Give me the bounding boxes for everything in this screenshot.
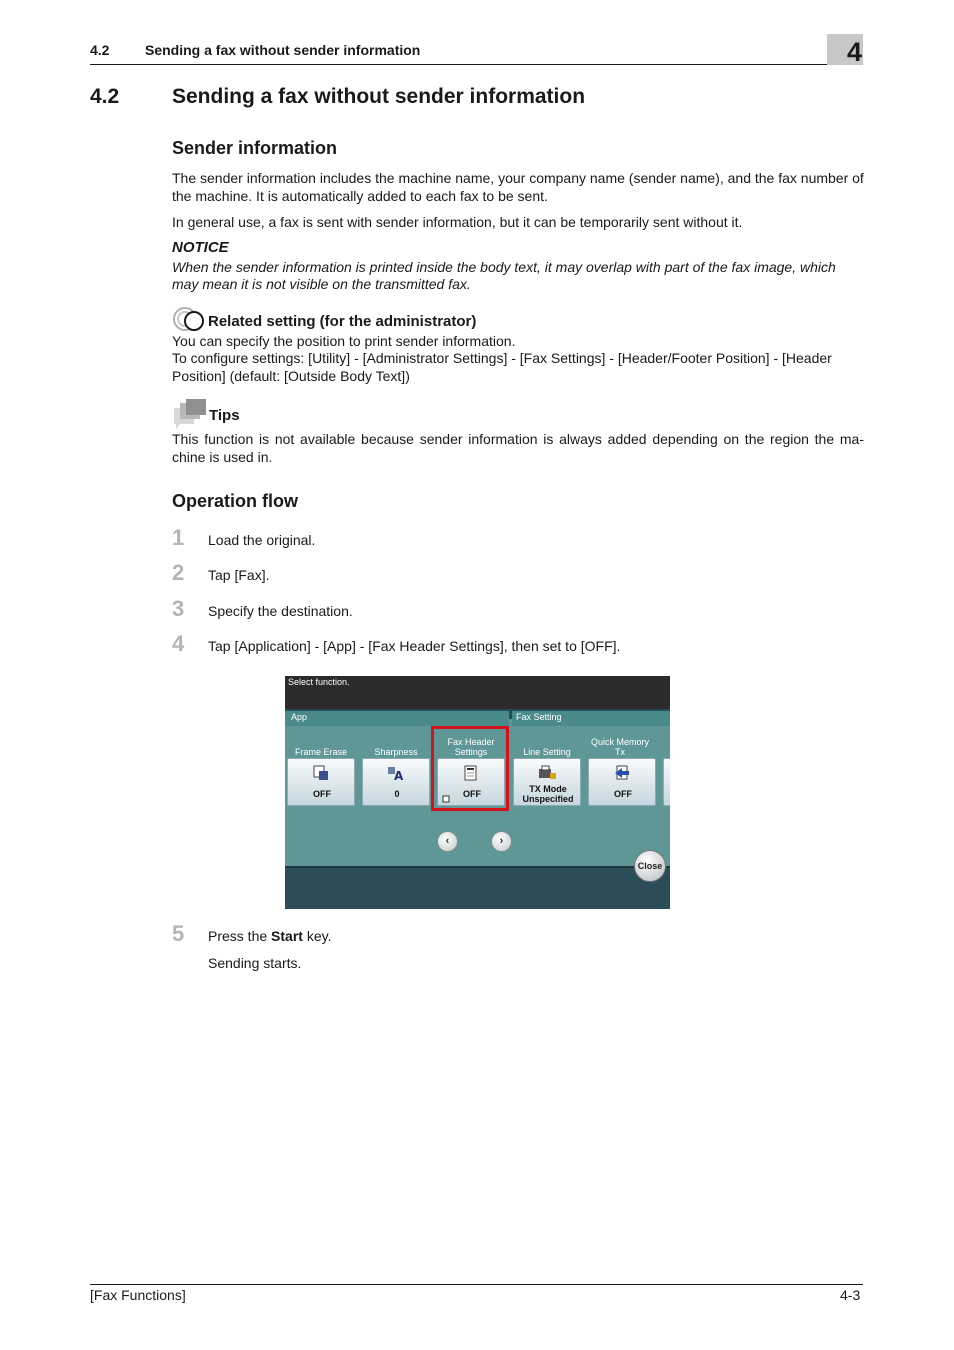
start-key-label: Start <box>271 928 303 944</box>
next-function-button-partial[interactable] <box>663 758 670 806</box>
control-panel-screenshot <box>285 676 670 909</box>
step-text: Specify the destination. <box>208 603 353 619</box>
header-rule <box>90 64 863 65</box>
quick-memory-tx-label: Quick Memory Tx <box>590 737 649 757</box>
panel-bottom-bar <box>285 866 670 909</box>
sharpness-label: Sharpness <box>374 747 418 757</box>
highlight-frame <box>431 726 509 811</box>
step-number: 2 <box>172 560 185 585</box>
frame-erase-value: OFF <box>313 789 331 799</box>
frame-erase-icon <box>312 765 330 781</box>
footer-chapter: [Fax Functions] <box>90 1287 186 1303</box>
operation-flow-heading: Operation flow <box>172 491 298 511</box>
quick-memory-tx-value: OFF <box>614 789 632 799</box>
running-header-title: Sending a fax without sender information <box>145 42 421 58</box>
related-setting-title: Related setting (for the administrator) <box>208 313 477 330</box>
notice-text: When the sender information is printed inside the body text, it may overlap with part of the fax image, which may mean it is not visible on the transmitted fax. <box>172 259 836 292</box>
step-result: Sending starts. <box>208 955 302 971</box>
step-text-pre: Press the <box>208 928 272 944</box>
frame-erase-label: Frame Erase <box>294 747 347 757</box>
sender-info-paragraph-2: In general use, a fax is sent with sender information, but it can be temporarily sent without it. <box>172 214 743 230</box>
step-number: 3 <box>172 596 185 621</box>
prev-page-button[interactable]: ‹ <box>437 831 458 852</box>
page-number: 4-3 <box>840 1287 861 1303</box>
notice-title: NOTICE <box>172 239 229 256</box>
running-header-number: 4.2 <box>90 42 110 58</box>
page-title: Sending a fax without sender information <box>172 85 586 108</box>
related-setting-line-2: To configure settings: [Utility] - [Administrator Settings] - [Fax Settings] - [Header/Footer Position] - [Header Position] (default: [Outside Body Text]) <box>172 350 832 384</box>
panel-title: Select function. <box>288 677 350 687</box>
step-text: Load the original. <box>208 532 316 548</box>
frame-erase-button[interactable] <box>287 758 355 806</box>
line-setting-button[interactable] <box>513 758 581 806</box>
step-text: Tap [Fax]. <box>208 567 270 583</box>
related-setting-line-1: You can specify the position to print sender information. <box>172 333 516 349</box>
tips-title: Tips <box>209 407 240 424</box>
tab-app-label: App <box>291 712 308 722</box>
quick-memory-tx-button[interactable] <box>588 758 656 806</box>
step-text: Tap [Application] - [App] - [Fax Header Settings], then set to [OFF]. <box>208 638 621 654</box>
close-button[interactable]: Close <box>634 850 666 882</box>
svg-text:A: A <box>394 769 404 781</box>
chapter-tab <box>827 34 863 65</box>
line-setting-icon <box>538 765 556 781</box>
quick-memory-icon <box>613 765 631 781</box>
tips-text: This function is not available because sender information is always added depending on the region the ma-chine is used in. <box>172 431 864 465</box>
sender-info-heading: Sender information <box>172 138 338 158</box>
fax-header-settings-label: Fax Header Settings <box>447 737 495 757</box>
sharpness-value: 0 <box>394 789 400 799</box>
line-setting-value: TX Mode Unspecified <box>522 784 574 804</box>
next-page-button[interactable]: › <box>491 831 512 852</box>
tips-icon <box>172 398 208 430</box>
step-number: 4 <box>172 631 185 656</box>
fax-header-settings-value: OFF <box>463 789 481 799</box>
step-number: 5 <box>172 921 185 946</box>
tab-app[interactable] <box>285 711 509 726</box>
line-setting-label: Line Setting <box>523 747 571 757</box>
chapter-number: 4 <box>846 37 862 67</box>
sender-info-paragraph-1: The sender information includes the machine name, your company name (sender name), and the fax number of the machine. It is automatically added to each fax to be sent. <box>172 170 864 204</box>
step-number: 1 <box>172 525 185 550</box>
footer-rule <box>90 1284 863 1285</box>
sharpness-icon <box>387 765 405 781</box>
section-number: 4.2 <box>90 85 120 108</box>
sharpness-button[interactable] <box>362 758 430 806</box>
step-text <box>208 928 331 944</box>
step-text-post: key. <box>302 928 332 944</box>
related-setting-icon <box>172 306 208 332</box>
tab-fax-setting-label: Fax Setting <box>516 712 562 722</box>
